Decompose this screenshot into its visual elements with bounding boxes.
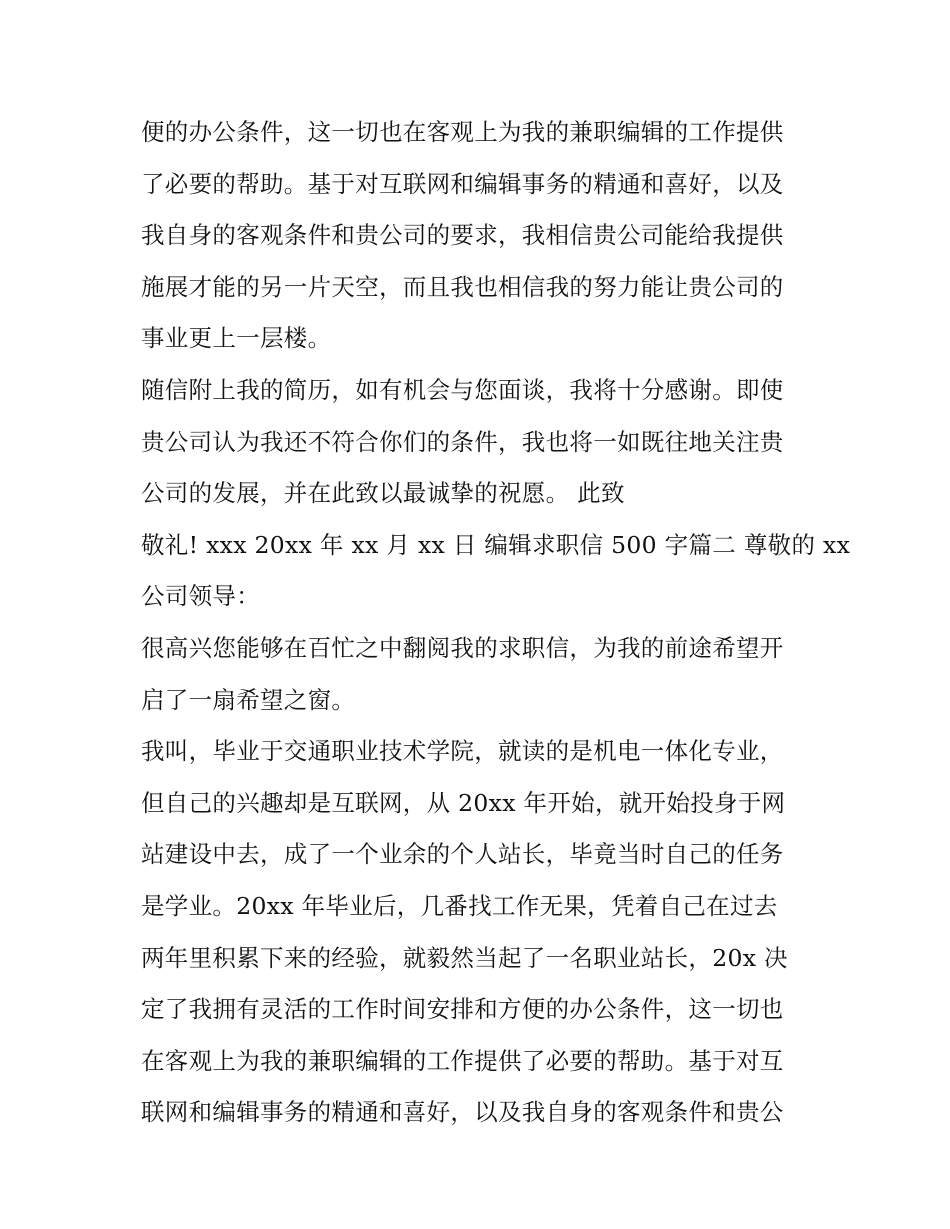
text-line: 在客观上为我的兼职编辑的工作提供了必要的帮助。基于对互 bbox=[141, 1046, 784, 1075]
text-line: 事业更上一层楼。 bbox=[141, 324, 332, 353]
text-line: 站建设中去，成了一个业余的个人站长，毕竟当时自己的任务 bbox=[141, 840, 784, 869]
text-line: 施展才能的另一片天空，而且我也相信我的努力能让贵公司的 bbox=[141, 272, 784, 301]
text-line: 但自己的兴趣却是互联网，从 20xx 年开始，就开始投身于网 bbox=[141, 788, 786, 817]
text-line: 启了一扇希望之窗。 bbox=[141, 685, 356, 714]
text-line: 我自身的客观条件和贵公司的要求，我相信贵公司能给我提供 bbox=[141, 221, 784, 250]
text-line: 我叫，毕业于交通职业技术学院，就读的是机电一体化专业， bbox=[141, 737, 784, 766]
text-line: 敬礼! xxx 20xx 年 xx 月 xx 日 编辑求职信 500 字篇二 尊敬的 xx bbox=[141, 530, 851, 559]
text-line: 两年里积累下来的经验，就毅然当起了一名职业站长，20x 决 bbox=[141, 943, 788, 972]
text-line: 定了我拥有灵活的工作时间安排和方便的办公条件，这一切也 bbox=[141, 995, 784, 1024]
text-line: 很高兴您能够在百忙之中翻阅我的求职信，为我的前途希望开 bbox=[141, 633, 784, 662]
text-line: 是学业。20xx 年毕业后，几番找工作无果，凭着自己在过去 bbox=[141, 891, 778, 920]
text-line: 公司领导： bbox=[141, 582, 260, 611]
document-body bbox=[141, 107, 851, 1139]
text-line: 随信附上我的简历，如有机会与您面谈，我将十分感谢。即使 bbox=[141, 375, 784, 404]
text-line: 公司的发展，并在此致以最诚挚的祝愿。 此致 bbox=[141, 479, 625, 508]
text-line: 贵公司认为我还不符合你们的条件，我也将一如既往地关注贵 bbox=[141, 427, 784, 456]
text-line: 了必要的帮助。基于对互联网和编辑事务的精通和喜好，以及 bbox=[141, 169, 784, 198]
text-line: 便的办公条件，这一切也在客观上为我的兼职编辑的工作提供 bbox=[141, 118, 784, 146]
text-line: 联网和编辑事务的精通和喜好，以及我自身的客观条件和贵公 bbox=[141, 1098, 784, 1127]
